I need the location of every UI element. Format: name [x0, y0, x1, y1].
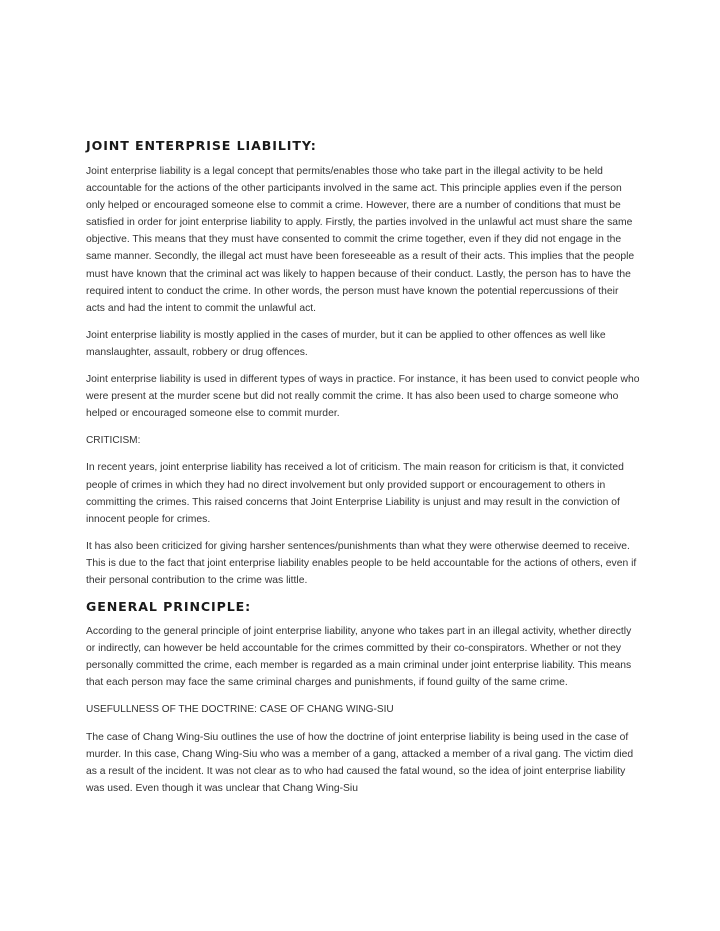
subheading-criticism: CRITICISM:	[86, 435, 141, 447]
paragraph-criticism-sentences: It has also been criticized for giving harsher sentences/punishments than what they were otherwise deemed to receive. This is due to the fact that joint enterprise liability enables people to be held accountable for the actions of others, even if their personal contribution to the crime was little.	[86, 540, 637, 586]
paragraph-practice: Joint enterprise liability is used in different types of ways in practice. For instance, it has been used to convict people who were present at the murder scene but did not really commit the crime. It has also been used to charge someone who helped or encouraged someone else to commit murder.	[86, 374, 640, 420]
paragraph-general-principle: According to the general principle of joint enterprise liability, anyone who takes part in an illegal activity, whether directly or indirectly, can however be held accountable for the crimes committed by their co-conspirators. Whether or not they personally committed the crime, each member is regarded as a main criminal under joint enterprise liability. This means that each person may face the same criminal charges and punishments, if found guilty of the same crime.	[86, 626, 632, 689]
heading-general-principle: GENERAL PRINCIPLE:	[86, 599, 252, 615]
paragraph-definition: Joint enterprise liability is a legal concept that permits/enables those who take part in the illegal activity to be held accountable for the actions of the other participants involved in the same act. This principle applies even if the person only helped or encouraged someone else to commit a crime. However, there are a number of conditions that must be satisfied in order for joint enterprise liability to apply. Firstly, the parties involved in the unlawful act must share the same objective. This means that they must have consented to commit the crime together, even if they did not engage in the same manner. Secondly, the illegal act must have been foreseeable as a result of their acts. This implies that the people must have known that the criminal act was likely to happen because of their conduct. Lastly, the person has to have the required intent to conduct the crime. In other words, the person must have known the potential repercussions of their acts and had the intent to commit the unlawful act.	[86, 166, 635, 314]
heading-joint-enterprise-liability: JOINT ENTERPRISE LIABILITY:	[86, 138, 317, 153]
paragraph-application: Joint enterprise liability is mostly applied in the cases of murder, but it can be applied to other offences as well like manslaughter, assault, robbery or drug offences.	[86, 329, 606, 358]
paragraph-chang-wing-siu: The case of Chang Wing-Siu outlines the use of how the doctrine of joint enterprise liability is being used in the case of murder. In this case, Chang Wing-Siu who was a member of a gang, attacked a member of a rival gang. The victim died as a result of the incident. It was not clear as to who had caused the fatal wound, so the idea of joint enterprise liability was used. Even though it was unclear that Chang Wing-Siu	[86, 731, 634, 794]
subheading-usefulness: USEFULLNESS OF THE DOCTRINE: CASE OF CHANG WING-SIU	[86, 704, 394, 716]
paragraph-criticism: In recent years, joint enterprise liability has received a lot of criticism. The main reason for criticism is that, it convicted people of crimes in which they had no direct involvement but only provided support or encouragement to others in committing the crimes. This raised concerns that Joint Enterprise Liability is unjust and may result in the conviction of innocent people for crimes.	[86, 462, 624, 525]
